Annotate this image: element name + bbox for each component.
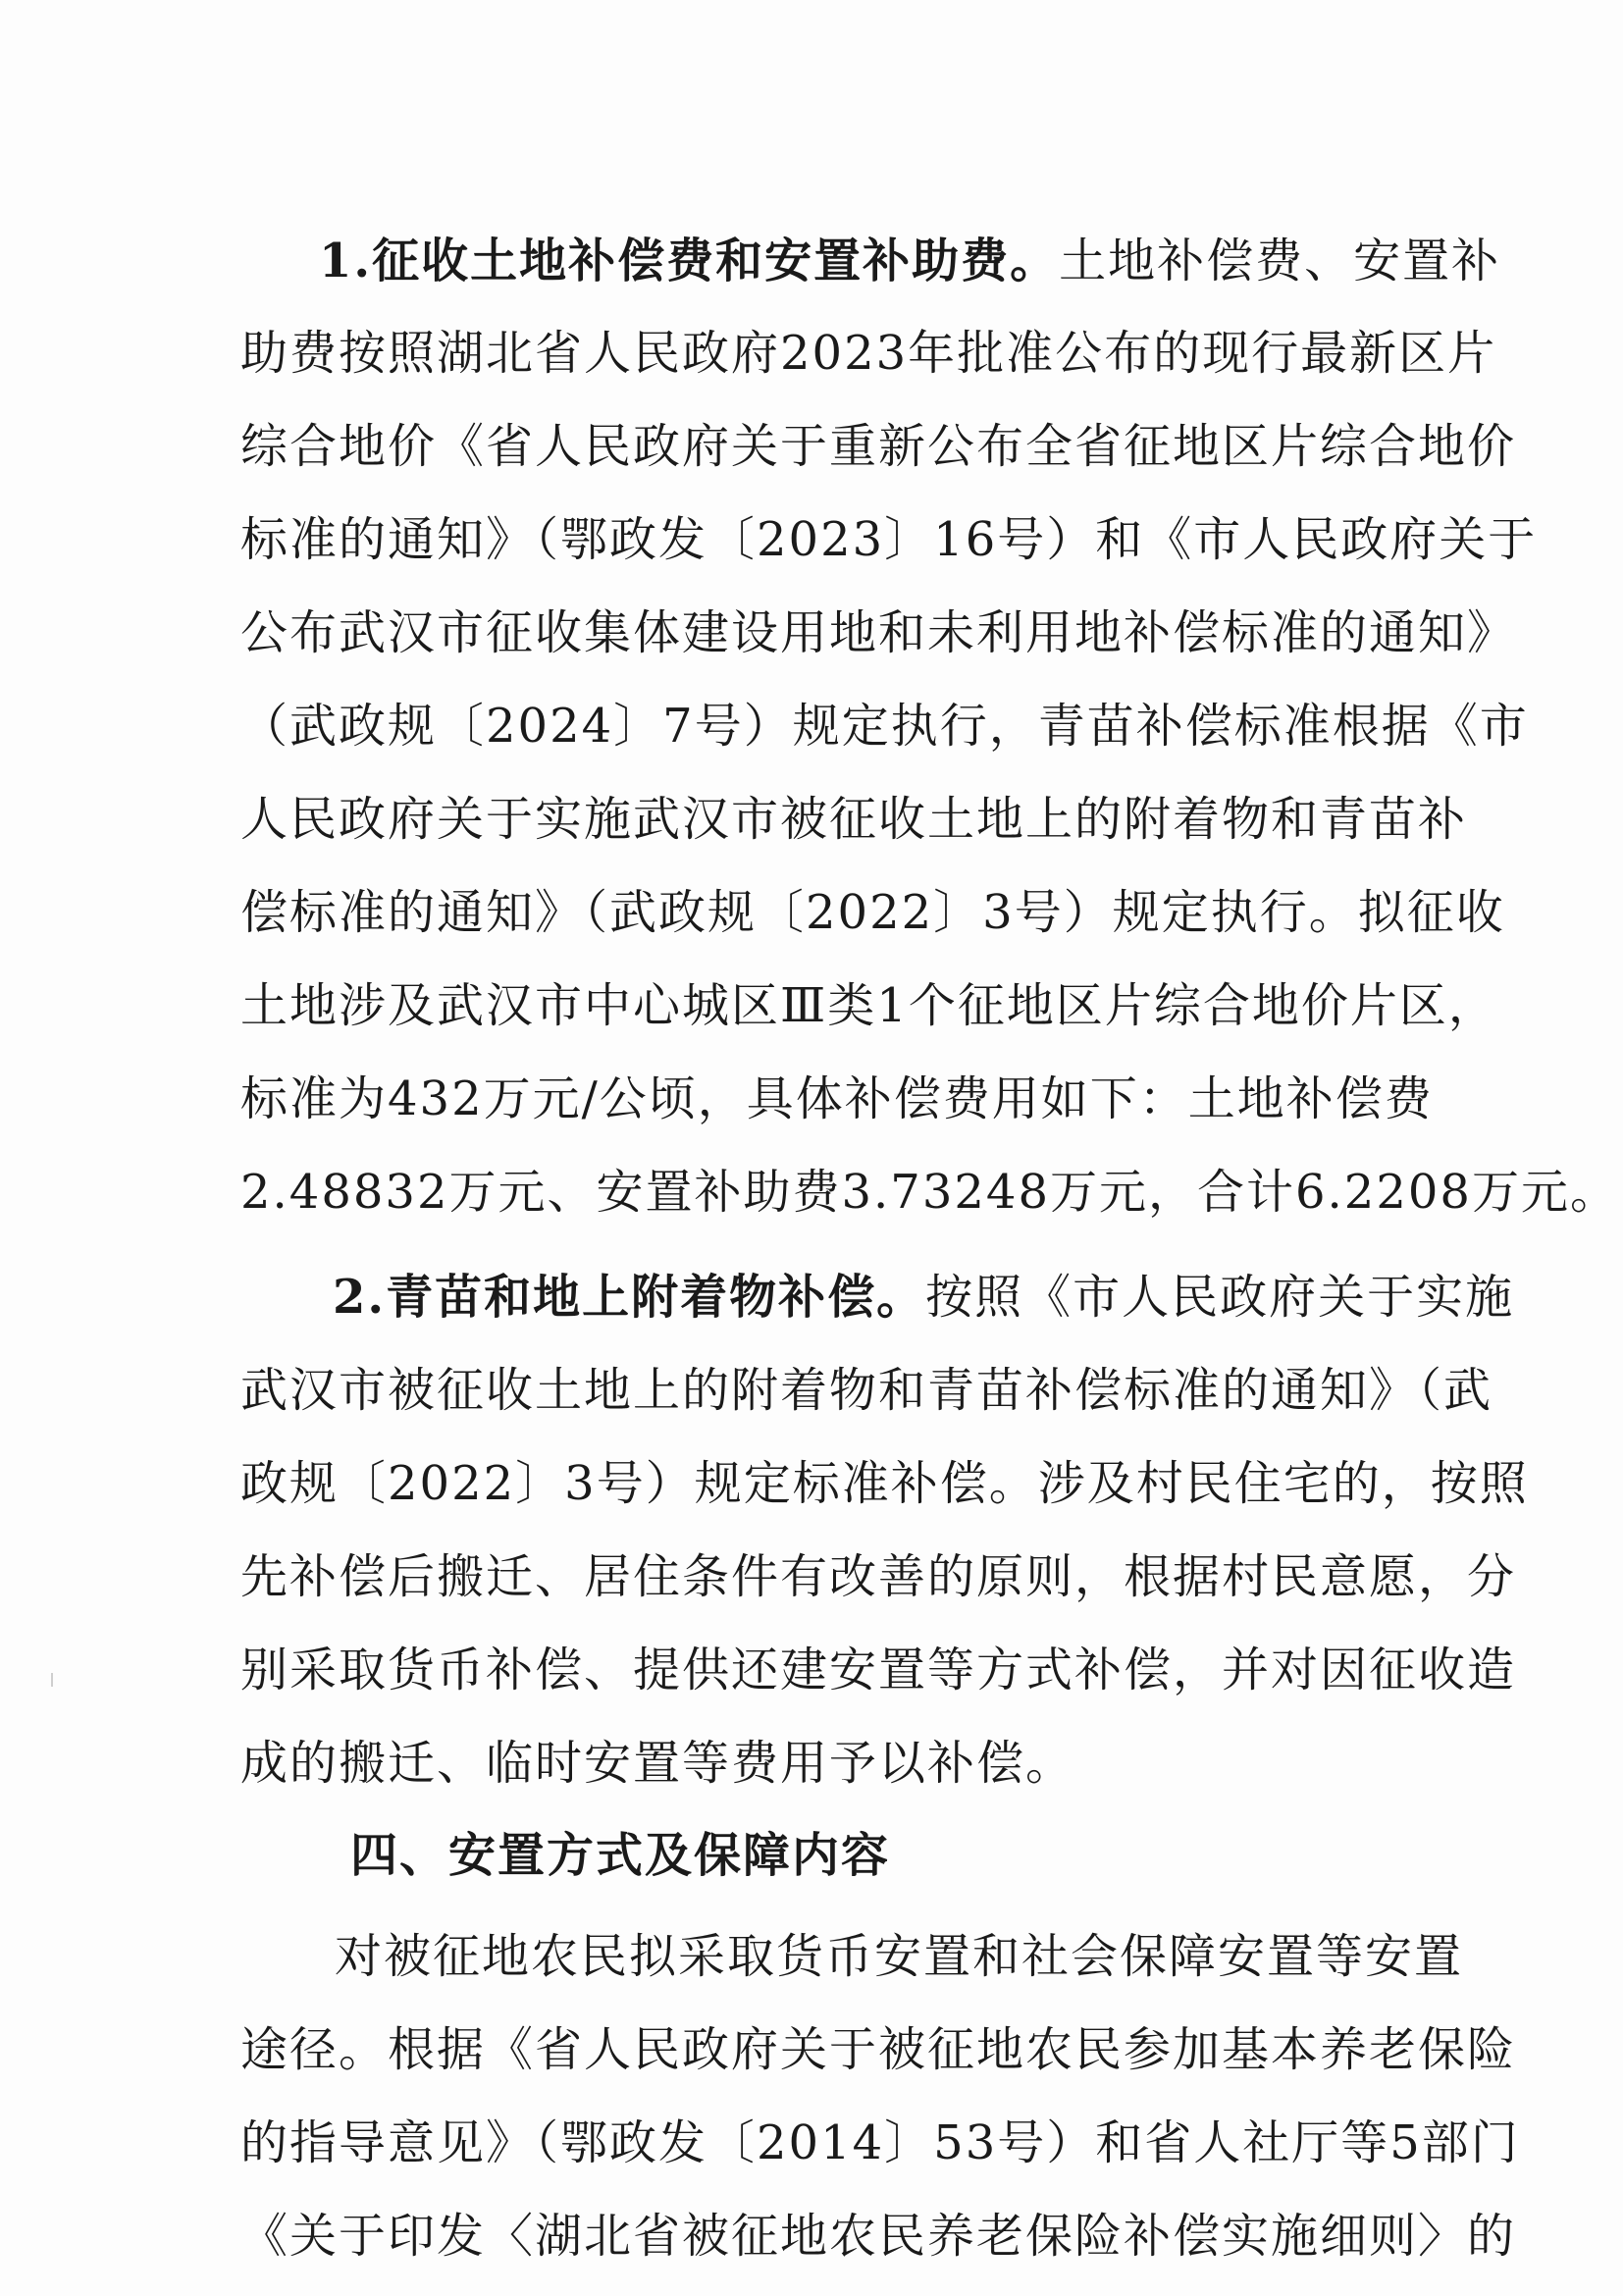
paragraph1-line-1: 助费按照湖北省人民政府2023年批准公布的现行最新区片 — [240, 326, 1497, 381]
paragraph2-label: 2.青苗和地上附着物补偿。 — [333, 1270, 926, 1325]
section4-line-3: 《关于印发〈湖北省被征地农民养老保险补偿实施细则〉的 — [240, 2209, 1517, 2264]
paragraph2-line-3: 先补偿后搬迁、居住条件有改善的原则，根据村民意愿，分 — [240, 1549, 1517, 1604]
paragraph2-line-0: 按照《市人民政府关于实施 — [925, 1270, 1515, 1325]
paragraph1-line-3: 标准的通知》（鄂政发〔2023〕16号）和《市人民政府关于 — [240, 512, 1538, 567]
paragraph2-line-4: 别采取货币补偿、提供还建安置等方式补偿，并对因征收造 — [240, 1643, 1517, 1697]
paragraph1-line-7: 偿标准的通知》（武政规〔2022〕3号）规定执行。拟征收 — [240, 885, 1505, 940]
paragraph1-line-2: 综合地价《省人民政府关于重新公布全省征地区片综合地价 — [240, 419, 1517, 474]
paragraph1-first-line — [319, 232, 1500, 290]
paragraph2-line-1: 武汉市被征收土地上的附着物和青苗补偿标准的通知》（武 — [240, 1363, 1493, 1418]
paragraph1-line-8: 土地涉及武汉市中心城区Ⅲ类1个征地区片综合地价片区， — [240, 978, 1497, 1033]
section4-heading: 四、安置方式及保障内容 — [350, 1828, 891, 1883]
paragraph2-first-line — [333, 1268, 1514, 1327]
paragraph1-line-9: 标准为432万元/公顷，具体补偿费用如下：土地补偿费 — [240, 1071, 1434, 1126]
paragraph2-line-5: 成的搬迁、临时安置等费用予以补偿。 — [240, 1736, 1075, 1791]
paragraph1-line-4: 公布武汉市征收集体建设用地和未利用地补偿标准的通知》 — [240, 605, 1517, 660]
section4-line-1: 途径。根据《省人民政府关于被征地农民参加基本养老保险 — [240, 2022, 1517, 2077]
scan-mark — [51, 1673, 53, 1687]
section4-line-2: 的指导意见》（鄂政发〔2014〕53号）和省人社厅等5部门 — [240, 2115, 1520, 2170]
paragraph1-line-5: （武政规〔2024〕7号）规定执行，青苗补偿标准根据《市 — [240, 699, 1529, 754]
paragraph2-line-2: 政规〔2022〕3号）规定标准补偿。涉及村民住宅的，按照 — [240, 1456, 1529, 1511]
paragraph1-line-6: 人民政府关于实施武汉市被征收土地上的附着物和青苗补 — [240, 792, 1468, 847]
paragraph1-label: 1.征收土地补偿费和安置补助费。 — [319, 234, 1060, 288]
section4-line-0: 对被征地农民拟采取货币安置和社会保障安置等安置 — [335, 1929, 1464, 1984]
paragraph1-line-10: 2.48832万元、安置补助费3.73248万元，合计6.2208万元。 — [240, 1165, 1619, 1220]
paragraph1-line-0: 土地补偿费、安置补 — [1059, 234, 1501, 288]
